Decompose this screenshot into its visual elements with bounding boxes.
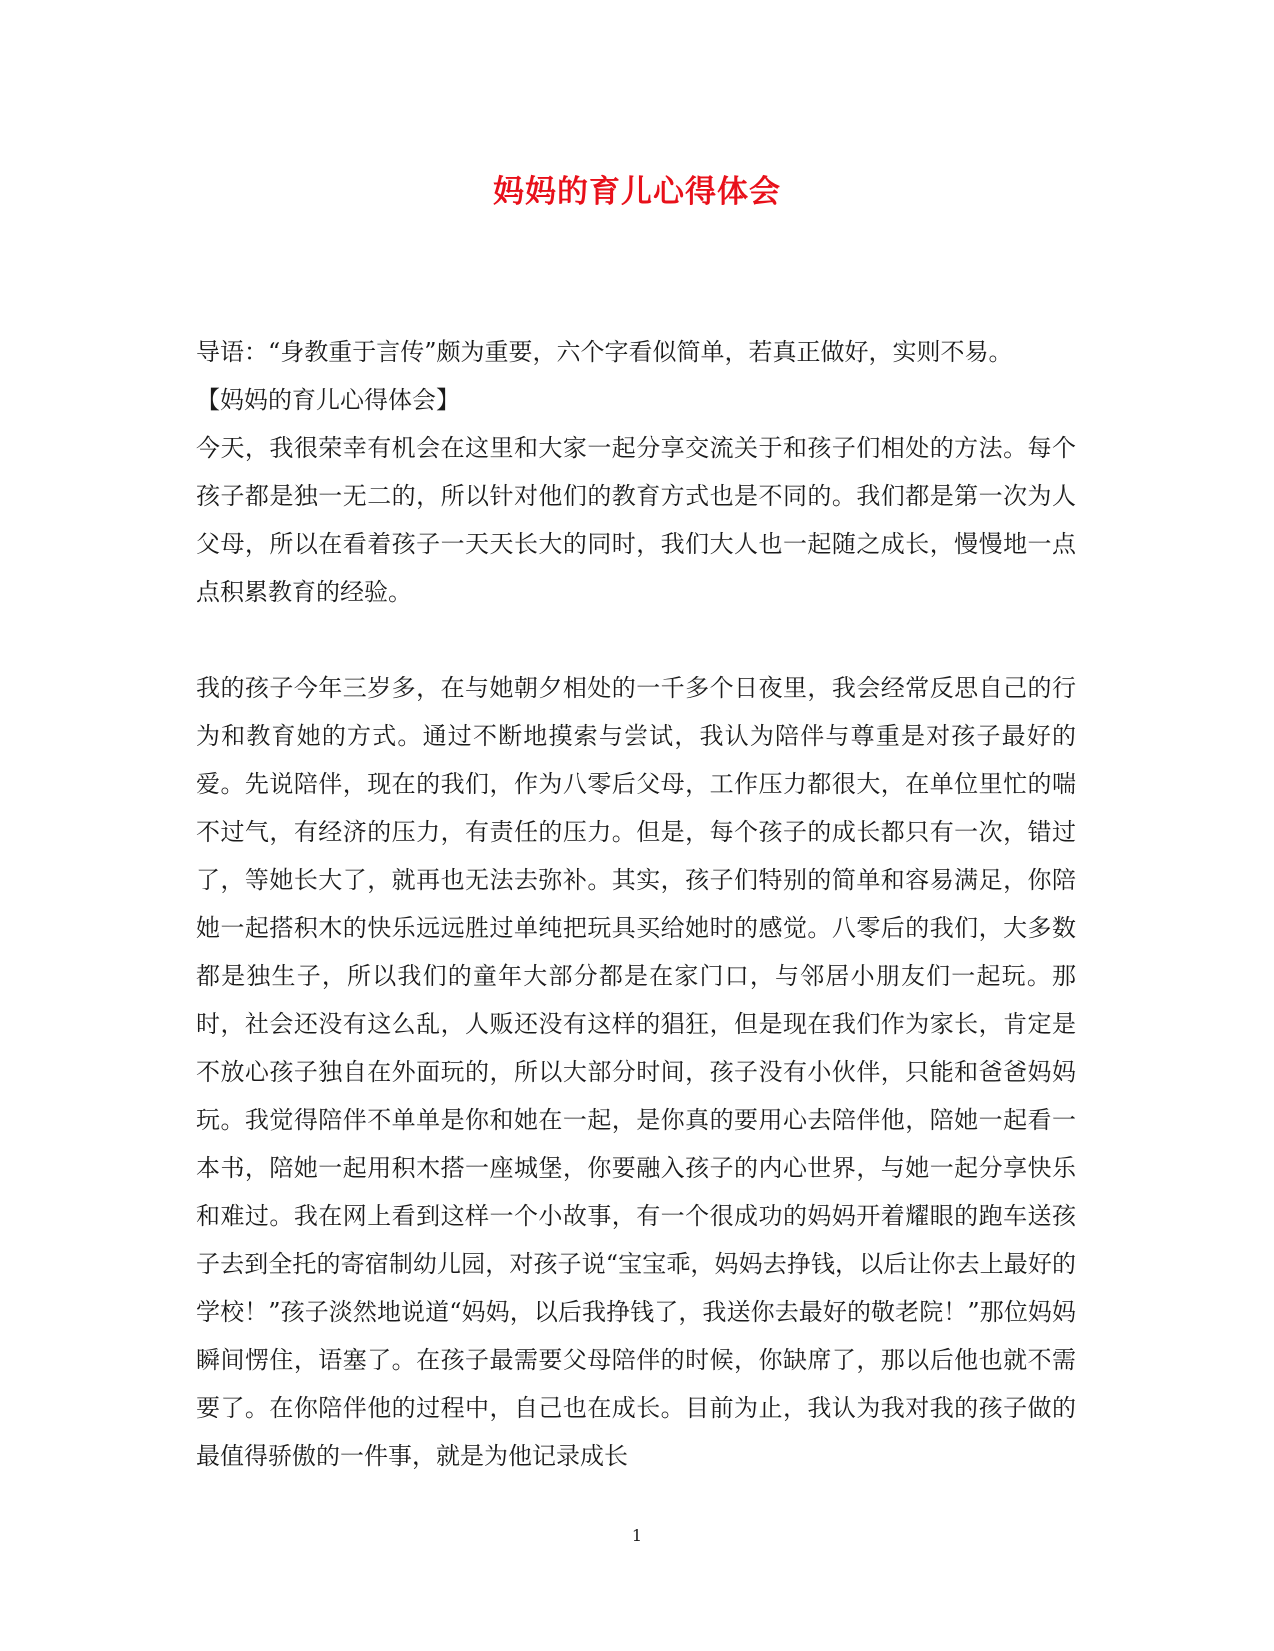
- body-paragraph-1: 今天，我很荣幸有机会在这里和大家一起分享交流关于和孩子们相处的方法。每个孩子都是独一无二的，所以针对他们的教育方式也是不同的。我们都是第一次为人父母，所以在看着孩子一天天长大的同时，我们大人也一起随之成长，慢慢地一点点积累教育的经验。: [196, 434, 1076, 606]
- page-number: 1: [631, 1526, 643, 1545]
- document-body: [196, 328, 1076, 1480]
- paragraph-spacer: [196, 616, 1076, 664]
- section-heading: 【妈妈的育儿心得体会】: [196, 386, 460, 414]
- document-title: 妈妈的育儿心得体会: [493, 174, 781, 210]
- body-paragraph-2: 我的孩子今年三岁多，在与她朝夕相处的一千多个日夜里，我会经常反思自己的行为和教育她的方式。通过不断地摸索与尝试，我认为陪伴与尊重是对孩子最好的爱。先说陪伴，现在的我们，作为八零后父母，工作压力都很大，在单位里忙的喘不过气，有经济的压力，有责任的压力。但是，每个孩子的成长都只有一次，错过了，等她长大了，就再也无法去弥补。其实，孩子们特别的简单和容易满足，你陪她一起搭积木的快乐远远胜过单纯把玩具买给她时的感觉。八零后的我们，大多数都是独生子，所以我们的童年大部分都是在家门口，与邻居小朋友们一起玩。那时，社会还没有这么乱，人贩还没有这样的猖狂，但是现在我们作为家长，肯定是不放心孩子独自在外面玩的，所以大部分时间，孩子没有小伙伴，只能和爸爸妈妈玩。我觉得陪伴不单单是你和她在一起，是你真的要用心去陪伴他，陪她一起看一本书，陪她一起用积木搭一座城堡，你要融入孩子的内心世界，与她一起分享快乐和难过。我在网上看到这样一个小故事，有一个很成功的妈妈开着耀眼的跑车送孩子去到全托的寄宿制幼儿园，对孩子说“宝宝乖，妈妈去挣钱，以后让你去上最好的学校！”孩子淡然地说道“妈妈，以后我挣钱了，我送你去最好的敬老院！”那位妈妈瞬间愣住，语塞了。在孩子最需要父母陪伴的时候，你缺席了，那以后他也就不需要了。在你陪伴他的过程中，自己也在成长。目前为止，我认为我对我的孩子做的最值得骄傲的一件事，就是为他记录成长: [196, 674, 1076, 1470]
- intro-paragraph: 导语：“身教重于言传”颇为重要，六个字看似简单，若真正做好，实则不易。: [196, 338, 1013, 366]
